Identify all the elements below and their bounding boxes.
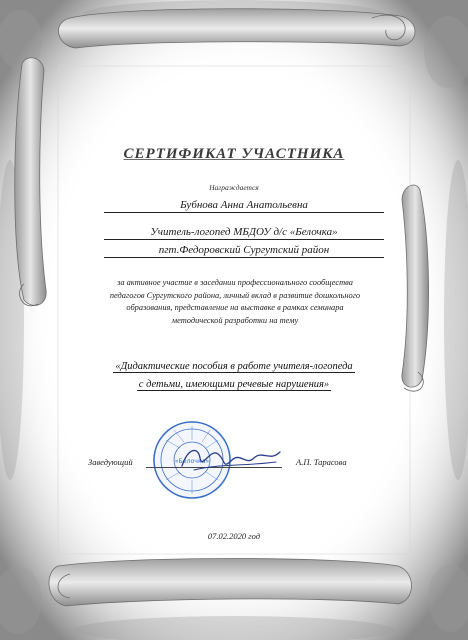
certificate-date: 07.02.2020 год: [207, 531, 261, 541]
signatory-name: А.П. Тарасова: [296, 457, 347, 467]
reason-line: педагогов Сургутского района, личный вклад в развитие дошкольного: [109, 290, 361, 300]
reason-line: методической разработки на тему: [171, 315, 299, 325]
topic-line: «Дидактические пособия в работе учителя-логопеда: [115, 361, 353, 372]
recipient-name: Бубнова Анна Анатольевна: [104, 199, 384, 213]
handwritten-signature: [176, 440, 286, 476]
recipient-position: Учитель-логопед МБДОУ д/с «Белочка»: [104, 226, 384, 240]
awarded-label: Награждается: [209, 183, 259, 192]
award-reason: [70, 277, 400, 327]
signatory-title: Заведующий: [88, 457, 133, 467]
reason-line: за активное участие в заседании профессионального сообщества: [117, 278, 353, 287]
topic-line: с детьми, имеющими речевые нарушения»: [138, 379, 330, 390]
topic-title: [74, 358, 394, 394]
recipient-place: пгт.Федоровский Сургутский район: [104, 244, 384, 258]
stamp-label: «Белочка»: [174, 458, 210, 465]
reason-line: образования, представление на выставке в рамках семинара: [126, 303, 344, 313]
certificate-title: СЕРТИФИКАТ УЧАСТНИКА: [123, 146, 345, 162]
